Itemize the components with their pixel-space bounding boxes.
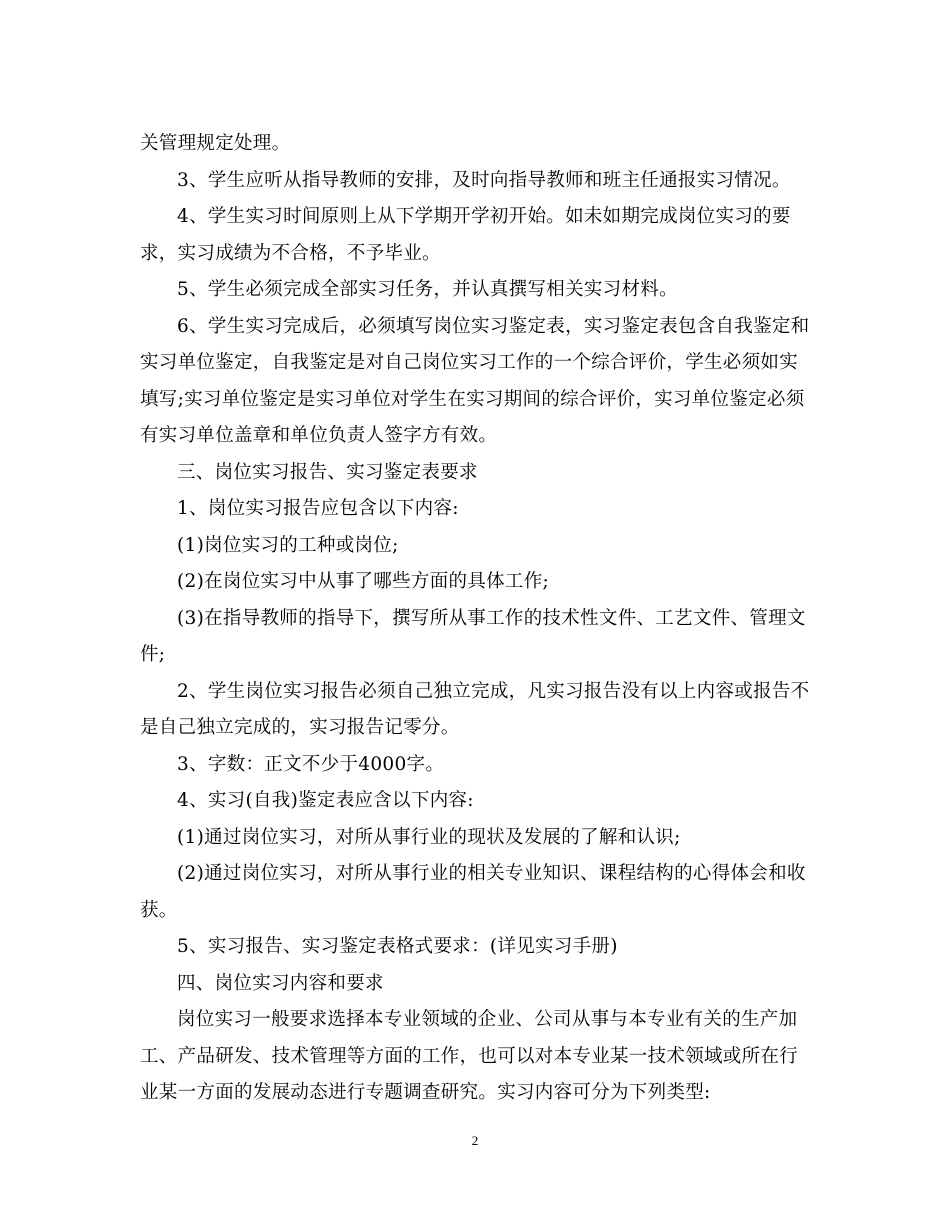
text-line: 是自己独立完成的，实习报告记零分。: [140, 717, 460, 738]
text-line: 3、学生应听从指导教师的安排，及时向指导教师和班主任通报实习情况。: [177, 169, 791, 191]
text-line: (2)在岗位实习中从事了哪些方面的具体工作;: [177, 571, 550, 592]
text-line: 获。: [140, 899, 178, 921]
text-line: 6、学生实习完成后，必须填写岗位实习鉴定表，实习鉴定表包含自我鉴定和: [177, 315, 810, 337]
text-line: 岗位实习一般要求选择本专业领域的企业、公司从事与本专业有关的生产加: [177, 1009, 798, 1030]
text-line: 业某一方面的发展动态进行专题调查研究。实习内容可分为下列类型:: [140, 1082, 711, 1103]
text-line: 5、实习报告、实习鉴定表格式要求：(详见实习手册): [177, 936, 618, 957]
text-line: 5、学生必须完成全部实习任务，并认真撰写相关实习材料。: [177, 279, 678, 300]
text-line: (1)岗位实习的工种或岗位;: [177, 534, 399, 556]
text-line: 1、岗位实习报告应包含以下内容:: [177, 498, 459, 519]
text-line: 工、产品研发、技术管理等方面的工作，也可以对本专业某一技术领域或所在行: [140, 1045, 799, 1067]
section-heading: 三、岗位实习报告、实习鉴定表要求: [177, 461, 478, 483]
text-line: (1)通过岗位实习，对所从事行业的现状及发展的了解和认识;: [177, 826, 681, 848]
text-line: 3、字数：正文不少于4000字。: [177, 753, 445, 775]
page-number: 2: [471, 1133, 479, 1148]
text-line: 实习单位鉴定，自我鉴定是对自己岗位实习工作的一个综合评价，学生必须如实: [140, 352, 799, 373]
text-line: (3)在指导教师的指导下，撰写所从事工作的技术性文件、工艺文件、管理文: [177, 607, 806, 629]
document-body: [140, 126, 812, 1112]
section-heading: 四、岗位实习内容和要求: [177, 972, 384, 994]
text-line: 2、学生岗位实习报告必须自己独立完成，凡实习报告没有以上内容或报告不: [177, 680, 810, 702]
text-line: 关管理规定处理。: [140, 133, 291, 154]
text-line: 填写;实习单位鉴定是实习单位对学生在实习期间的综合评价，实习单位鉴定必须: [140, 388, 805, 410]
text-line: 有实习单位盖章和单位负责人签字方有效。: [140, 425, 498, 446]
text-line: (2)通过岗位实习，对所从事行业的相关专业知识、课程结构的心得体会和收: [177, 863, 806, 884]
text-line: 件;: [140, 644, 166, 665]
text-line: 4、实习(自我)鉴定表应含以下内容:: [177, 790, 474, 811]
text-line: 4、学生实习时间原则上从下学期开学初开始。如未如期完成岗位实习的要: [177, 206, 791, 227]
text-line: 求，实习成绩为不合格，不予毕业。: [140, 242, 441, 264]
